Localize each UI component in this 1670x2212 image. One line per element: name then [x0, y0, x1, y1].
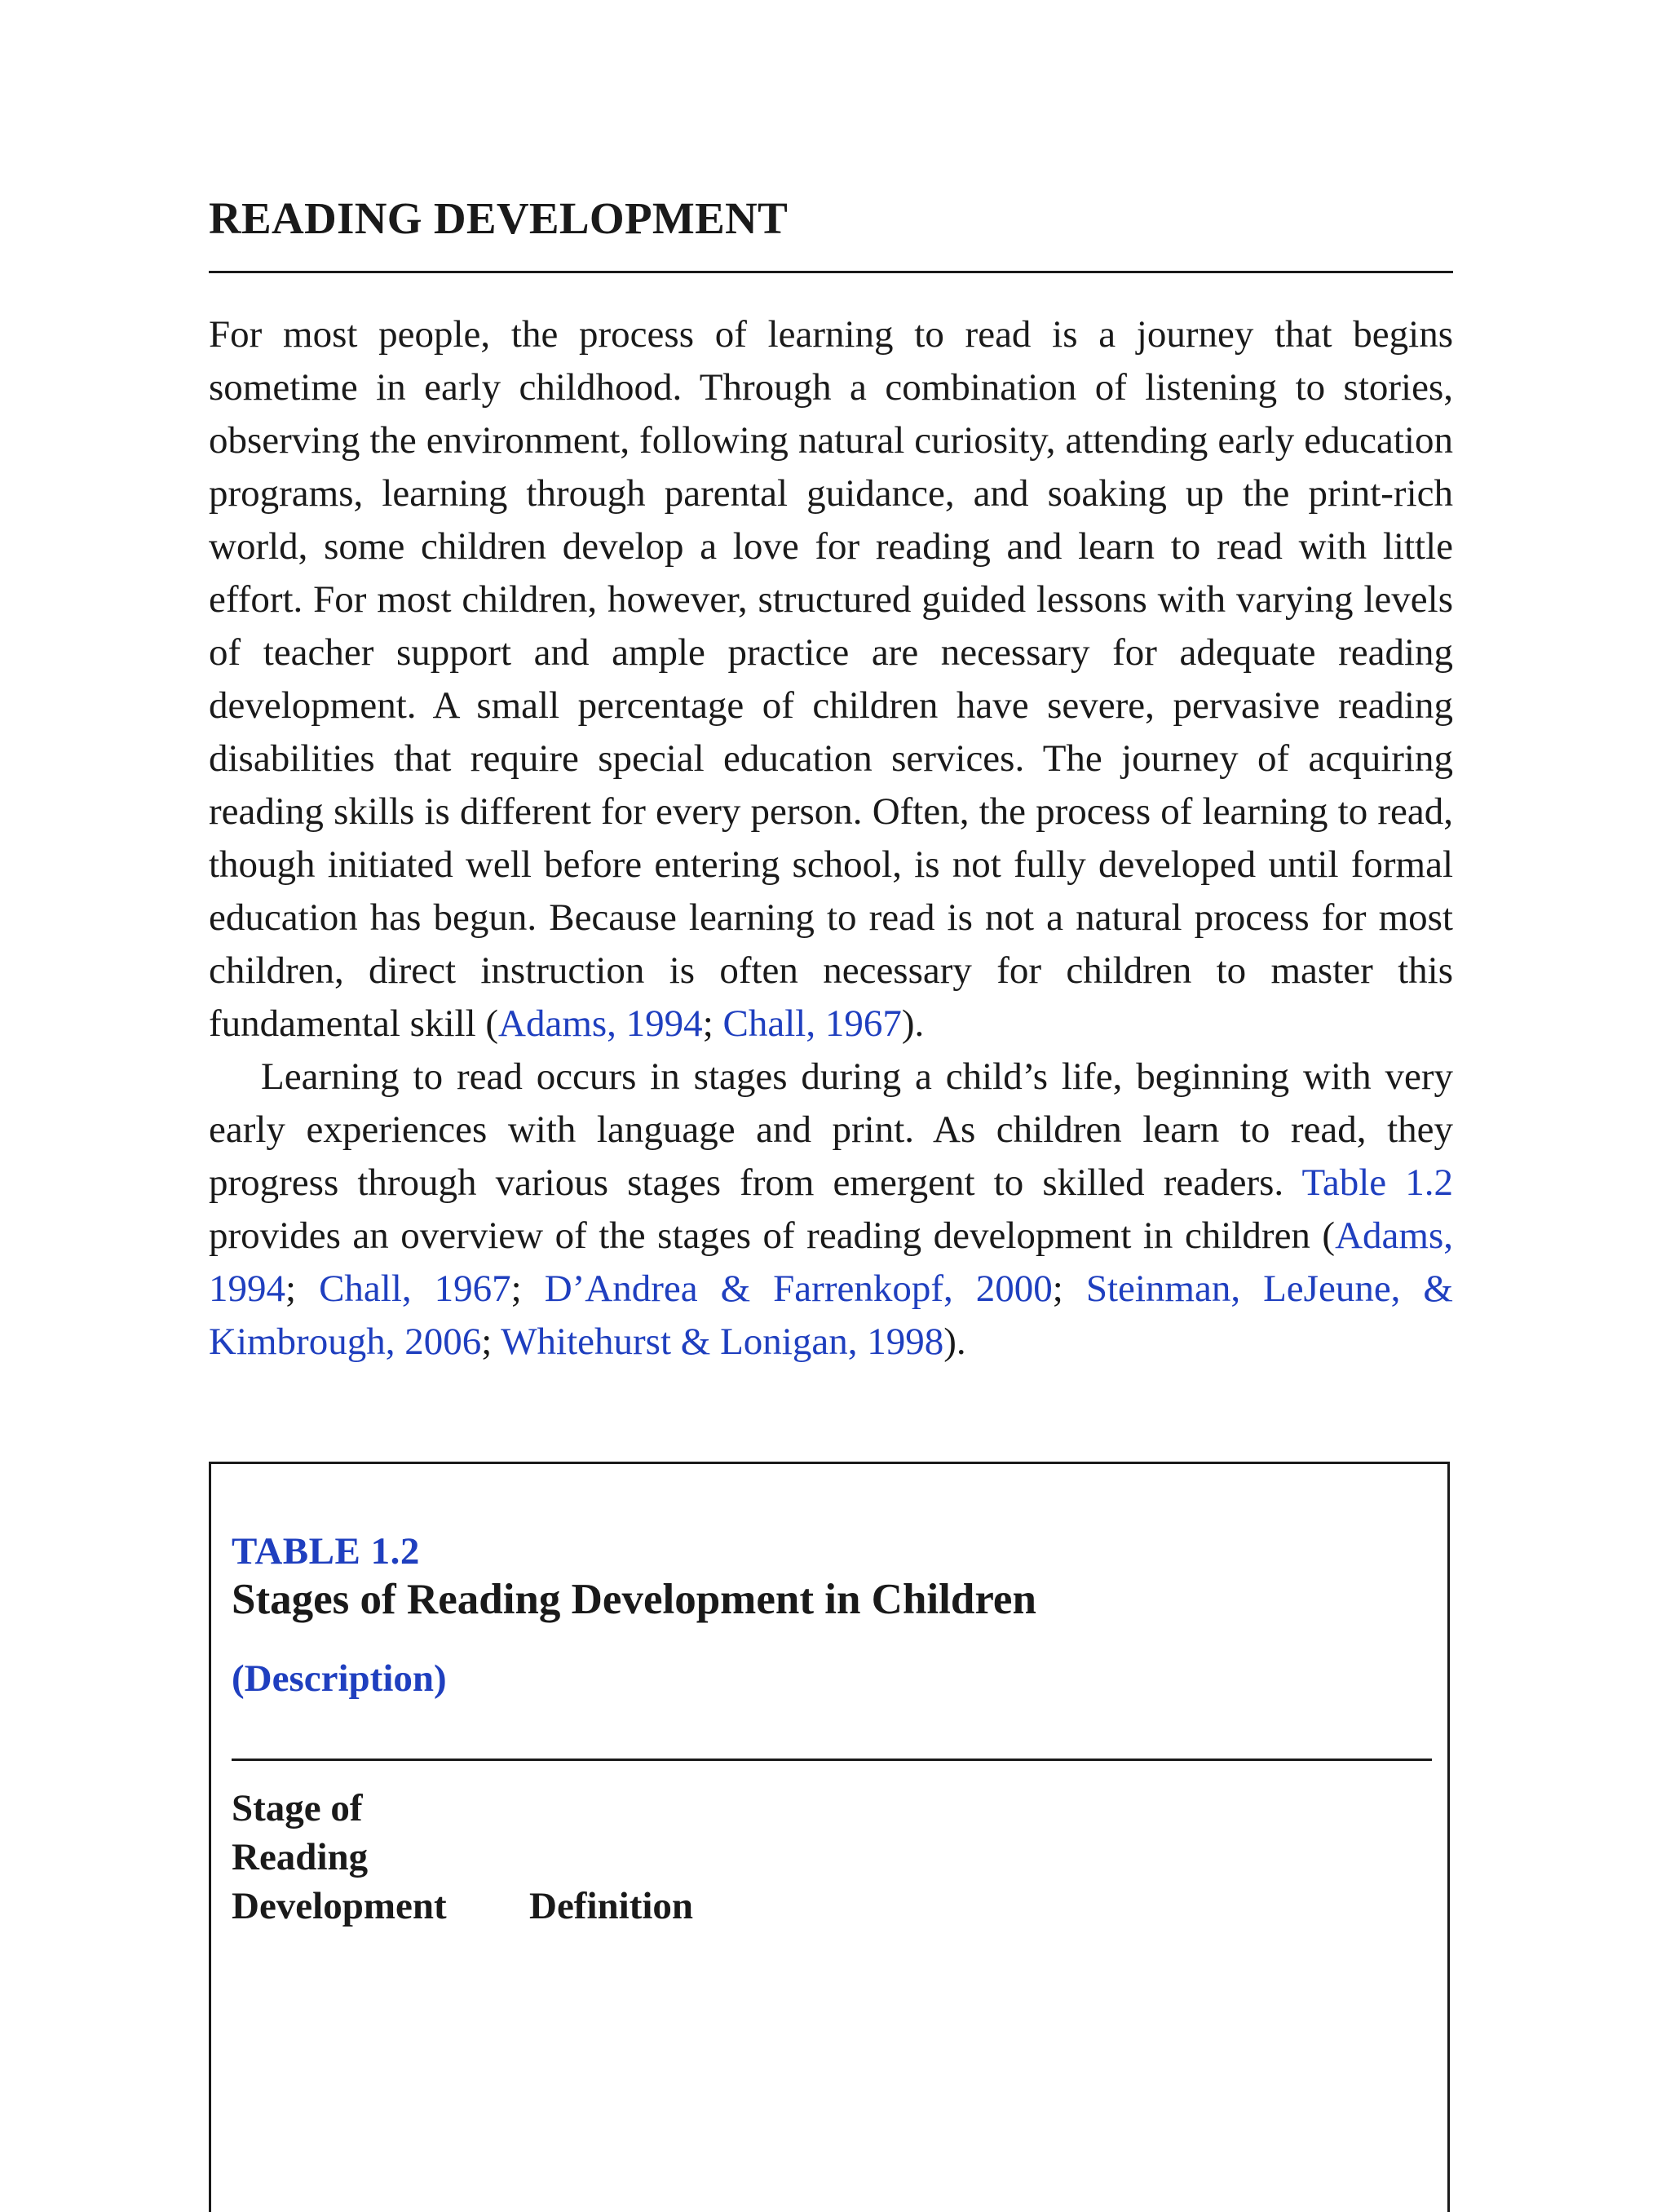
column-header-stage: [232, 1784, 447, 1931]
citation-whitehurst-lonigan-1998[interactable]: Whitehurst & Lonigan, 1998: [501, 1321, 944, 1363]
paragraph-1-end: ).: [901, 1002, 925, 1045]
citation-separator: ;: [1052, 1267, 1086, 1310]
table-header-rule: [232, 1759, 1432, 1761]
citation-chall-1967[interactable]: Chall, 1967: [722, 1002, 902, 1045]
column-header-definition: Definition: [529, 1885, 694, 1927]
column-header-stage-line-3: Development: [232, 1885, 447, 1927]
citation-chall-1967[interactable]: Chall, 1967: [319, 1267, 511, 1310]
citation-dandrea-farrenkopf-2000[interactable]: D’Andrea & Farrenkopf, 2000: [544, 1267, 1053, 1310]
table-description-link[interactable]: (Description): [232, 1657, 447, 1700]
section-heading: READING DEVELOPMENT: [209, 193, 789, 243]
citation-separator: ;: [481, 1321, 501, 1363]
table-1-2-link[interactable]: Table 1.2: [1301, 1161, 1453, 1204]
table-1-2-box: [209, 1462, 1450, 2212]
column-header-stage-line-2: Reading: [232, 1836, 369, 1878]
table-label: TABLE 1.2: [232, 1530, 420, 1573]
paragraph-2-text: Learning to read occurs in stages during a child’s life, beginning with very early experiences with language and print. As children learn to read, they progress through various stages from emergent to skilled readers.: [209, 1055, 1453, 1204]
citation-separator: ;: [285, 1267, 320, 1310]
table-title: Stages of Reading Development in Children: [232, 1576, 1036, 1623]
citation-adams-1994[interactable]: Adams, 1994: [209, 1214, 1453, 1310]
citation-steinman-2006[interactable]: Steinman, LeJeune, & Kimbrough, 2006: [209, 1267, 1453, 1363]
citation-separator: ;: [510, 1267, 545, 1310]
body-text: [209, 308, 1453, 1369]
paragraph-2: [209, 1051, 1453, 1369]
paragraph-2-end: ).: [943, 1321, 966, 1363]
column-header-stage-line-1: Stage of: [232, 1787, 363, 1829]
citation-separator: ;: [702, 1002, 723, 1045]
heading-divider: [209, 271, 1453, 273]
paragraph-1-text: For most people, the process of learning to read is a journey that begins sometime in early childhood. Through a combination of listening to stories, observing the environment, following natural curiosity, attending early education programs, learning through parental guidance, and soaking up the print-rich world, some children develop a love for reading and learn to read with little effort. For most children, however, structured guided lessons with varying levels of teacher support and ample practice are necessary for adequate reading development. A small percentage of children have severe, pervasive reading disabilities that require special education services. The journey of acquiring reading skills is different for every person. Often, the process of learning to read, though initiated well before entering school, is not fully developed until formal education has begun. Because learning to read is not a natural process for most children, direct instruction is often necessary for children to master this fundamental skill (: [209, 313, 1453, 1045]
paragraph-2-mid: provides an overview of the stages of reading development in children (: [209, 1214, 1336, 1257]
paragraph-1: [209, 308, 1453, 1051]
citation-adams-1994[interactable]: Adams, 1994: [498, 1002, 703, 1045]
